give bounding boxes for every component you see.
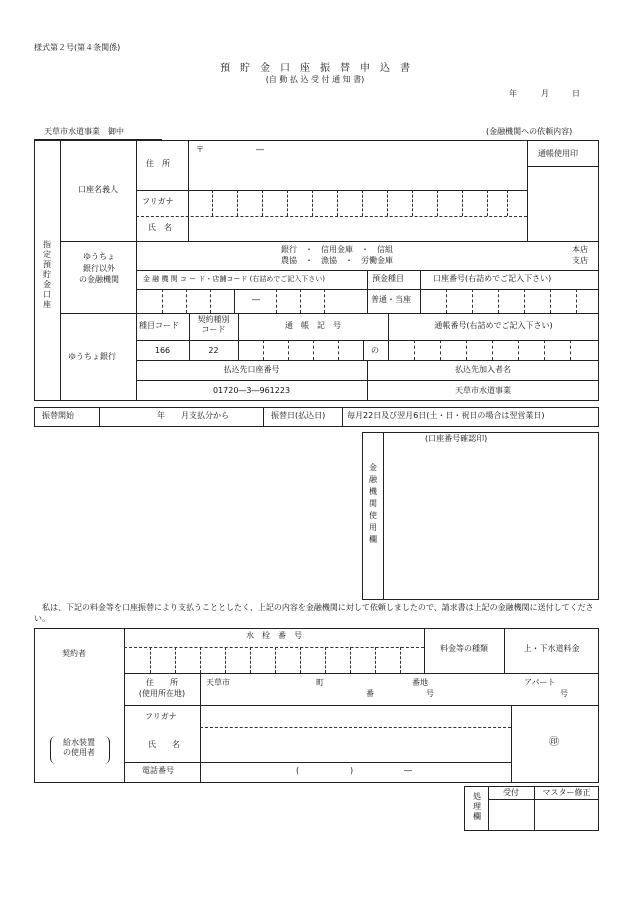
form-subtitle: (自 動 払 込 受 付 通 知 書) xyxy=(265,75,365,84)
transfer-date-value: 毎月22日及び翌月6日(土・日・祝日の場合は翌営業日) xyxy=(347,411,545,420)
yucho-label: ゆうちょ銀行 xyxy=(68,352,116,361)
deposit-type-header: 預金種目 xyxy=(372,274,404,283)
form-number: 様式第２号(第４条関係) xyxy=(34,43,121,52)
holder-name-label: 氏 名 xyxy=(148,223,172,232)
request-statement: 私は、下記の料金等を口座振替により支払うこととしたく、上記の内容を金融機関に対して依頼しましたので、請求書は上記の金融機関に送付してください。 xyxy=(34,603,594,624)
bank-code-header: 金 融 機 関 コ ー ド・店舗コード (右詰めでご記入下さい) xyxy=(143,275,326,283)
payee-name-label: 払込先加入者名 xyxy=(455,365,511,374)
user-address-label: 住 所 xyxy=(146,678,178,687)
passbook-symbol-header: 通 帳 記 号 xyxy=(285,321,341,330)
payee-account-label: 払込先口座番号 xyxy=(223,365,280,374)
transfer-start-label: 振替開始 xyxy=(42,411,74,420)
holder-furigana-label: フリガナ xyxy=(142,197,174,206)
user-seal-mark[interactable]: ㊞ xyxy=(549,737,559,748)
designated-account-label: 指 定 預 貯 金 口 座 xyxy=(43,240,51,309)
branch-label[interactable]: 支店 xyxy=(572,256,588,265)
deposit-types[interactable]: 普通・当座 xyxy=(371,295,411,304)
address-go: 号 xyxy=(426,689,434,698)
date-month: 月 xyxy=(541,89,549,98)
fee-type-label: 料金等の種類 xyxy=(440,644,488,653)
meter-number-label: 水 栓 番 号 xyxy=(246,631,302,640)
address-go-2: 号 xyxy=(560,689,568,698)
fee-type-value: 上・下水道料金 xyxy=(523,644,580,653)
user-name-label: 氏 名 xyxy=(148,740,180,749)
bank-types-row2[interactable]: 農協 ・ 漁協 ・ 労働金庫 xyxy=(281,256,393,265)
address-banchi: 番地 xyxy=(412,678,428,687)
bank-seal-label[interactable]: 通帳使用印 xyxy=(538,149,578,158)
phone-paren-open: ( xyxy=(296,766,300,775)
holder-address-label: 住 所 xyxy=(146,159,170,168)
bank-code-dash: ― xyxy=(252,295,260,304)
user-address-sub-label: (使用所在地) xyxy=(138,689,186,698)
address-city: 天草市 xyxy=(206,678,230,687)
other-bank-label: ゆうちょ 銀行以外 の金融機関 xyxy=(79,252,119,285)
contractor-label: 契約者 xyxy=(62,649,86,658)
head-office-label[interactable]: 本店 xyxy=(572,245,588,254)
request-note: (金融機関への依頼内容) xyxy=(486,127,573,136)
item-code-header: 種目コード xyxy=(139,321,179,330)
phone-dash: ― xyxy=(404,766,412,775)
phone-paren-close: ) xyxy=(350,766,354,775)
bank-types-row1[interactable]: 銀行 ・ 信用金庫 ・ 信組 xyxy=(281,245,393,254)
transfer-start-value[interactable]: 年 月支払分から xyxy=(157,411,229,420)
account-confirm-seal[interactable]: (口座番号確認印) xyxy=(425,434,488,443)
user-furigana-label: フリガナ xyxy=(145,712,177,721)
addressee: 天草市水道事業 御中 xyxy=(44,127,124,136)
address-apartment: アパート xyxy=(524,678,556,687)
payee-account-value: 01720―3―961223 xyxy=(212,386,291,395)
contract-code-header: 契約種別 コード xyxy=(197,315,230,334)
no-mark: の xyxy=(371,346,379,355)
payee-name-value: 天草市水道事業 xyxy=(455,386,511,395)
received-label: 受付 xyxy=(503,788,519,797)
address-ban: 番 xyxy=(366,689,374,698)
address-machi: 町 xyxy=(316,678,324,687)
date-day: 日 xyxy=(572,89,580,98)
master-fix-label: マスター修正 xyxy=(542,788,591,797)
user-phone-label: 電話番号 xyxy=(142,766,174,775)
transfer-date-label: 振替日(払込日) xyxy=(271,411,326,420)
passbook-number-header: 通帳番号(右詰めでご記入下さい) xyxy=(434,321,553,330)
postal-mark: 〒 xyxy=(196,145,204,154)
bank-use-label: 金 融 機 関 使 用 欄 xyxy=(369,463,377,544)
bank-use-box xyxy=(362,432,599,600)
form-title: 預 貯 金 口 座 振 替 申 込 書 xyxy=(220,63,410,74)
item-code-value: 166 xyxy=(154,346,171,355)
water-supply-user-label: 給水装置 の使用者 xyxy=(63,738,95,757)
account-holder-label: 口座名義人 xyxy=(78,185,118,194)
postal-dash: ― xyxy=(256,145,264,154)
contract-code-value: 22 xyxy=(208,346,219,355)
processing-label: 処 理 欄 xyxy=(473,792,481,821)
date-year: 年 xyxy=(509,89,517,98)
account-number-header: 口座番号(右詰めでご記入下さい) xyxy=(433,274,552,283)
